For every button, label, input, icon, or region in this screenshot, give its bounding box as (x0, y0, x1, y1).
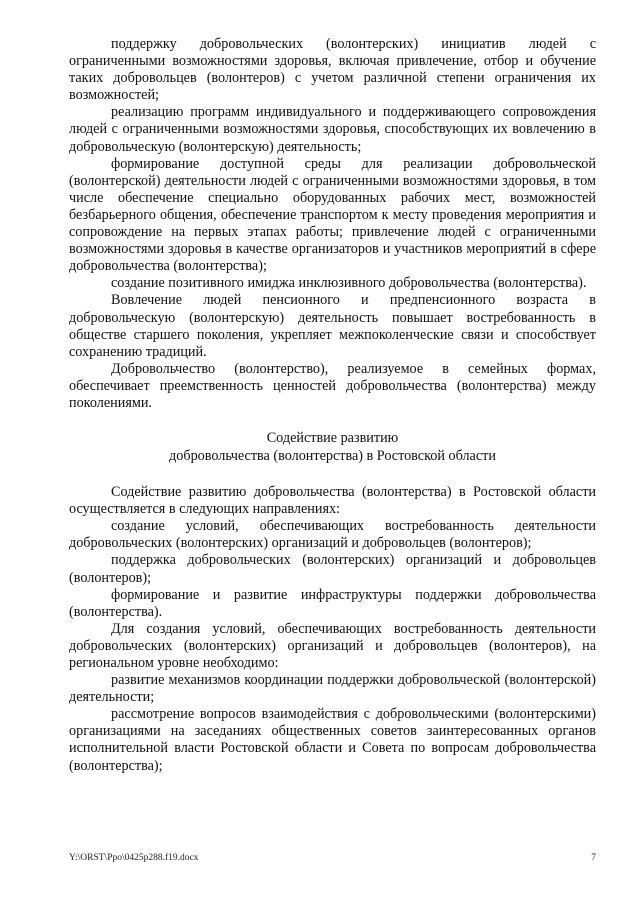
paragraph: Содействие развитию добровольчества (волонтерства) в Ростовской области осуществляется в следующих направлениях: (69, 484, 596, 518)
section-heading-line: добровольчества (волонтерства) в Ростовской области (169, 447, 496, 464)
footer-file-path: Y:\ORST\Ppo\0425p288.f19.docx (69, 853, 199, 863)
page-number: 7 (591, 853, 596, 863)
document-body (69, 36, 596, 775)
paragraph: рассмотрение вопросов взаимодействия с добровольческими (волонтерскими) организациями на заседаниях общественных советов заинтересованных органов исполнительной власти Ростовской области и Совета по вопросам добровольчества (волонтерства); (69, 706, 596, 774)
paragraph: реализацию программ индивидуального и поддерживающего сопровождения людей с ограниченными возможностями здоровья, способствующих их вовлечению в добровольческую (волонтерскую) деятельность; (69, 104, 596, 155)
paragraph: формирование доступной среды для реализации добровольческой (волонтерской) деятельности людей с ограниченными возможностями здоровья, в том числе обеспечение специально оборудованных рабочих мест, возможностей безбарьерного общения, обеспечение транспортом к месту проведения мероприятия и сопровождение на первых этапах работы; привлечение людей с ограниченными возможностями здоровья в качестве организаторов и участников мероприятий в сфере добровольчества (волонтерства); (69, 155, 596, 275)
paragraph: формирование и развитие инфраструктуры поддержки добровольчества (волонтерства). (69, 586, 596, 620)
paragraph: Вовлечение людей пенсионного и предпенсионного возраста в добровольческую (волонтерскую) деятельность повышает востребованность в обществе старшего поколения, укрепляет межпоколенческие связи и способствует сохранению традиций. (69, 292, 596, 360)
paragraph: Добровольчество (волонтерство), реализуемое в семейных формах, обеспечивает преемственность ценностей добровольчества (волонтерства) между поколениями. (69, 360, 596, 411)
paragraph: развитие механизмов координации поддержки добровольческой (волонтерской) деятельности; (69, 672, 596, 706)
paragraph: поддержка добровольческих (волонтерских) организаций и добровольцев (волонтеров); (69, 552, 596, 586)
paragraph: создание условий, обеспечивающих востребованность деятельности добровольческих (волонтерских) организаций и добровольцев (волонтеров); (69, 518, 596, 552)
paragraph: создание позитивного имиджа инклюзивного добровольчества (волонтерства). (111, 275, 587, 292)
section-heading (69, 430, 596, 465)
paragraph: Для создания условий, обеспечивающих востребованность деятельности добровольческих (волонтерских) организаций и добровольцев (волонтеров), на региональном уровне необходимо: (69, 620, 596, 671)
section-heading-line: Содействие развитию (266, 430, 399, 447)
paragraph: поддержку добровольческих (волонтерских) инициатив людей с ограниченными возможностями здоровья, включая привлечение, отбор и обучение таких добровольцев (волонтеров) с учетом различной степени ограничения их возможностей; (69, 36, 596, 104)
